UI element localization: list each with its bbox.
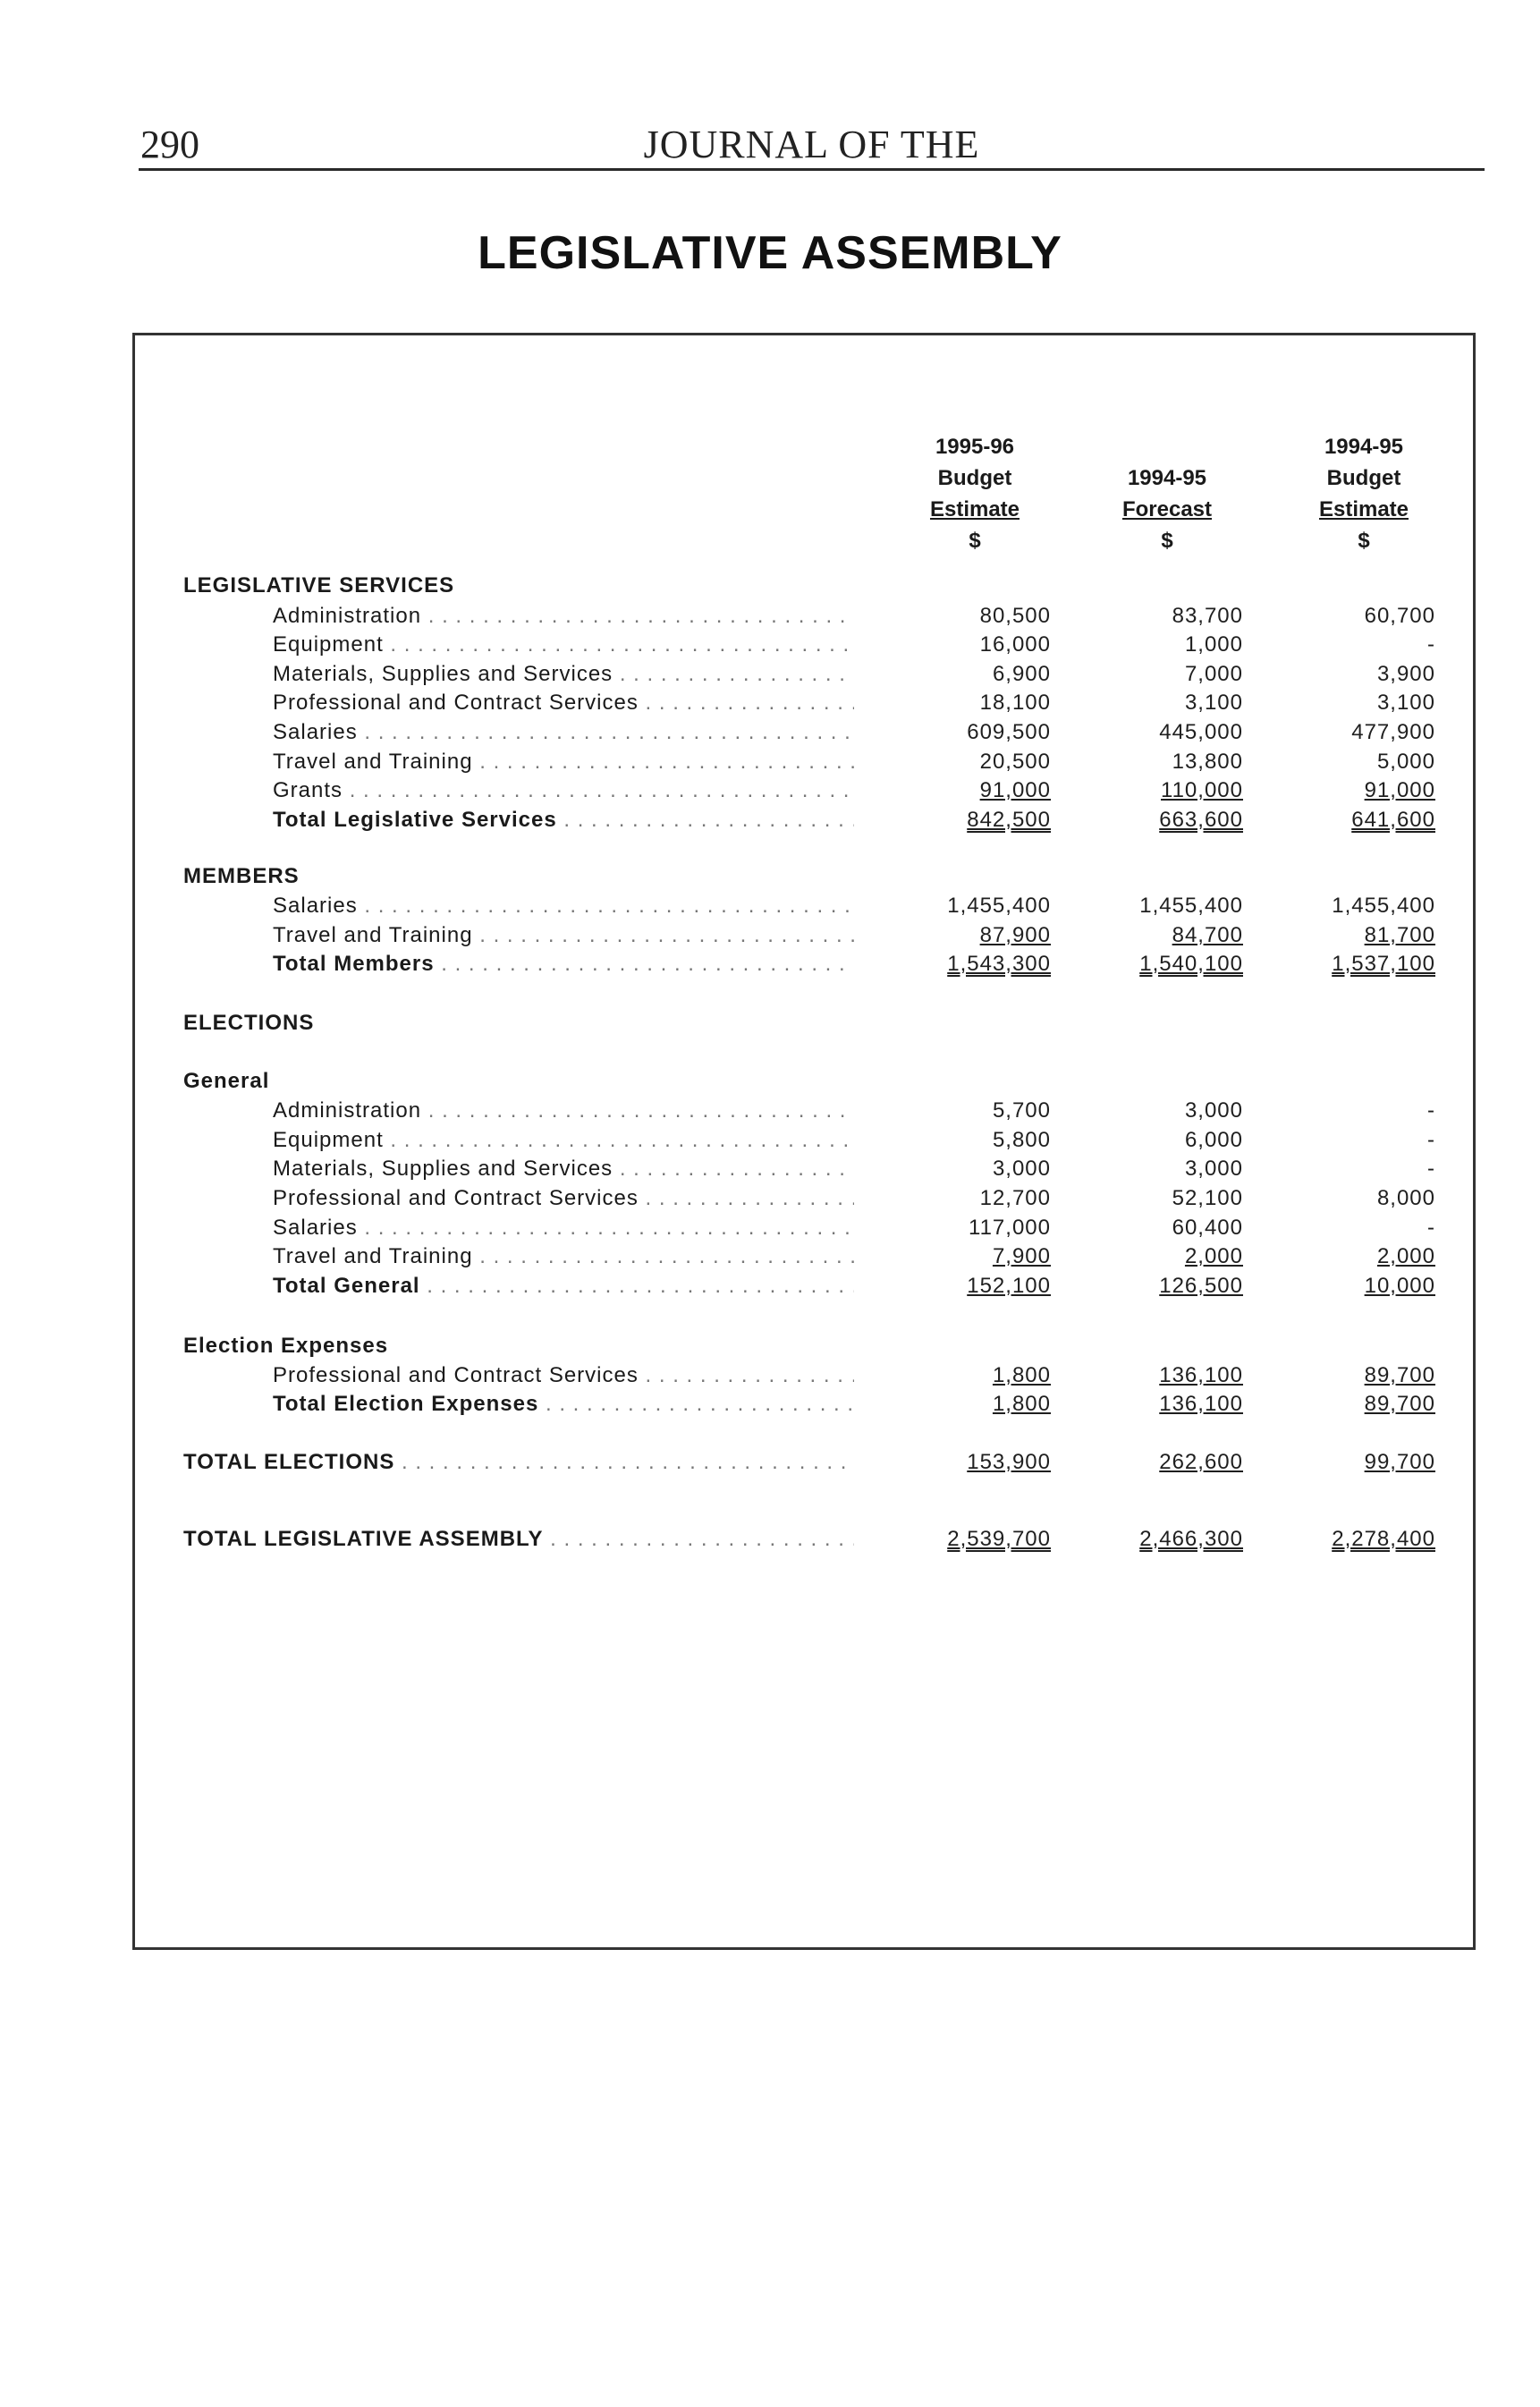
cell-value: 110,000 bbox=[1161, 778, 1243, 802]
cell-value: 1,800 bbox=[992, 1392, 1051, 1416]
cell-value: 152,100 bbox=[967, 1274, 1051, 1298]
row-label: Materials, Supplies and Services . . . bbox=[273, 661, 854, 688]
cell-value: 126,500 bbox=[1159, 1274, 1243, 1298]
table-row bbox=[0, 777, 1540, 804]
cell-value: 13,800 bbox=[1172, 750, 1243, 774]
cell-value: 445,000 bbox=[1159, 720, 1243, 744]
column-header-2 bbox=[1091, 431, 1243, 556]
row-label: Professional and Contract Services . . . bbox=[273, 1362, 854, 1389]
cell-value: 5,800 bbox=[992, 1128, 1051, 1152]
column-header-line: 1995-96 bbox=[935, 435, 1015, 459]
cell-value: 842,500 bbox=[967, 808, 1051, 832]
table-row bbox=[0, 951, 1540, 978]
cell-value: - bbox=[1427, 1157, 1435, 1181]
column-header-line: Estimate bbox=[929, 497, 1020, 521]
cell-value: 6,000 bbox=[1184, 1128, 1243, 1152]
column-header-line: $ bbox=[1161, 529, 1173, 553]
cell-value: 1,000 bbox=[1184, 632, 1243, 657]
table-row bbox=[0, 1127, 1540, 1154]
cell-value: 3,100 bbox=[1184, 691, 1243, 715]
cell-value: 1,455,400 bbox=[1139, 894, 1243, 918]
journal-title: JOURNAL OF THE bbox=[643, 123, 980, 166]
column-header-line: $ bbox=[1358, 529, 1370, 553]
row-label: Equipment . . . bbox=[273, 631, 854, 658]
table-row bbox=[0, 1010, 1540, 1037]
table-row bbox=[0, 749, 1540, 775]
row-label: Administration . . . bbox=[273, 1098, 854, 1124]
cell-value: - bbox=[1427, 1216, 1435, 1240]
cell-value: 6,900 bbox=[992, 662, 1051, 686]
cell-value: 91,000 bbox=[1364, 778, 1435, 802]
row-label: Salaries . . . bbox=[273, 719, 854, 746]
cell-value: 12,700 bbox=[979, 1186, 1051, 1210]
cell-value: 3,000 bbox=[992, 1157, 1051, 1181]
cell-value: 10,000 bbox=[1364, 1274, 1435, 1298]
cell-value: 2,466,300 bbox=[1139, 1527, 1243, 1551]
row-label: Travel and Training . . . bbox=[273, 922, 854, 949]
table-row bbox=[0, 807, 1540, 834]
cell-value: 7,000 bbox=[1184, 662, 1243, 686]
table-row bbox=[0, 1156, 1540, 1182]
cell-value: 99,700 bbox=[1364, 1450, 1435, 1474]
cell-value: 18,100 bbox=[979, 691, 1051, 715]
page-number: 290 bbox=[140, 123, 199, 166]
row-label: Total Members . . . bbox=[273, 951, 854, 978]
row-label: Total Legislative Services . . . bbox=[273, 807, 854, 834]
table-row bbox=[0, 1185, 1540, 1212]
table-row bbox=[0, 1449, 1540, 1476]
column-header-line: 1994-95 bbox=[1127, 466, 1207, 490]
row-label: Grants . . . bbox=[273, 777, 854, 804]
cell-value: 83,700 bbox=[1172, 604, 1243, 628]
row-label: General bbox=[183, 1069, 270, 1093]
cell-value: 1,537,100 bbox=[1332, 952, 1435, 976]
table-row bbox=[0, 1391, 1540, 1418]
row-label: Materials, Supplies and Services . . . bbox=[273, 1156, 854, 1182]
cell-value: - bbox=[1427, 632, 1435, 657]
table-row bbox=[0, 1362, 1540, 1389]
table-row bbox=[0, 631, 1540, 658]
cell-value: 117,000 bbox=[969, 1216, 1051, 1240]
row-label: Total Election Expenses . . . bbox=[273, 1391, 854, 1418]
cell-value: 663,600 bbox=[1159, 808, 1243, 832]
column-header-3 bbox=[1288, 431, 1440, 556]
table-row bbox=[0, 1098, 1540, 1124]
cell-value: 5,000 bbox=[1376, 750, 1435, 774]
cell-value: 641,600 bbox=[1351, 808, 1435, 832]
cell-value: 60,400 bbox=[1172, 1216, 1243, 1240]
running-head bbox=[139, 114, 1485, 171]
table-row bbox=[0, 863, 1540, 890]
cell-value: 2,000 bbox=[1184, 1244, 1243, 1268]
cell-value: - bbox=[1427, 1098, 1435, 1123]
cell-value: 52,100 bbox=[1172, 1186, 1243, 1210]
row-label: Election Expenses bbox=[183, 1334, 389, 1358]
cell-value: 81,700 bbox=[1364, 923, 1435, 947]
table-row bbox=[0, 1215, 1540, 1242]
column-header-line: Forecast bbox=[1121, 497, 1213, 521]
cell-value: 1,540,100 bbox=[1139, 952, 1243, 976]
cell-value: 477,900 bbox=[1351, 720, 1435, 744]
cell-value: 89,700 bbox=[1364, 1363, 1435, 1387]
column-header-1 bbox=[899, 431, 1051, 556]
cell-value: 80,500 bbox=[979, 604, 1051, 628]
row-label: Travel and Training . . . bbox=[273, 749, 854, 775]
column-header-line bbox=[1091, 431, 1243, 462]
table-row bbox=[0, 1068, 1540, 1095]
cell-value: - bbox=[1427, 1128, 1435, 1152]
cell-value: 87,900 bbox=[979, 923, 1051, 947]
cell-value: 1,800 bbox=[992, 1363, 1051, 1387]
row-label: Total General . . . bbox=[273, 1273, 854, 1300]
column-header-line: Budget bbox=[1326, 466, 1401, 490]
cell-value: 91,000 bbox=[979, 778, 1051, 802]
cell-value: 5,700 bbox=[992, 1098, 1051, 1123]
row-label: Equipment . . . bbox=[273, 1127, 854, 1154]
cell-value: 2,539,700 bbox=[947, 1527, 1051, 1551]
cell-value: 8,000 bbox=[1376, 1186, 1435, 1210]
row-label: Travel and Training . . . bbox=[273, 1243, 854, 1270]
row-label: LEGISLATIVE SERVICES bbox=[183, 573, 455, 598]
table-row bbox=[0, 1526, 1540, 1553]
cell-value: 3,000 bbox=[1184, 1157, 1243, 1181]
column-header-line: Estimate bbox=[1318, 497, 1409, 521]
row-label: MEMBERS bbox=[183, 864, 300, 888]
cell-value: 60,700 bbox=[1364, 604, 1435, 628]
row-label: Salaries . . . bbox=[273, 893, 854, 920]
table-row bbox=[0, 893, 1540, 920]
row-label: Administration . . . bbox=[273, 603, 854, 630]
cell-value: 609,500 bbox=[967, 720, 1051, 744]
cell-value: 7,900 bbox=[992, 1244, 1051, 1268]
table-row bbox=[0, 572, 1540, 599]
cell-value: 2,278,400 bbox=[1332, 1527, 1435, 1551]
table-row bbox=[0, 1333, 1540, 1360]
cell-value: 3,100 bbox=[1376, 691, 1435, 715]
table-row bbox=[0, 1273, 1540, 1300]
cell-value: 136,100 bbox=[1159, 1392, 1243, 1416]
page-title: LEGISLATIVE ASSEMBLY bbox=[478, 227, 1062, 279]
cell-value: 1,455,400 bbox=[947, 894, 1051, 918]
column-header-line: 1994-95 bbox=[1324, 435, 1404, 459]
table-row bbox=[0, 1243, 1540, 1270]
cell-value: 89,700 bbox=[1364, 1392, 1435, 1416]
row-label: Salaries . . . bbox=[273, 1215, 854, 1242]
cell-value: 84,700 bbox=[1172, 923, 1243, 947]
cell-value: 20,500 bbox=[979, 750, 1051, 774]
cell-value: 262,600 bbox=[1159, 1450, 1243, 1474]
cell-value: 3,000 bbox=[1184, 1098, 1243, 1123]
cell-value: 2,000 bbox=[1376, 1244, 1435, 1268]
row-label: Professional and Contract Services . . . bbox=[273, 1185, 854, 1212]
column-header-line: Budget bbox=[937, 466, 1012, 490]
table-row bbox=[0, 661, 1540, 688]
column-header-line: $ bbox=[969, 529, 981, 553]
table-row bbox=[0, 922, 1540, 949]
cell-value: 153,900 bbox=[967, 1450, 1051, 1474]
table-row bbox=[0, 690, 1540, 716]
cell-value: 16,000 bbox=[979, 632, 1051, 657]
cell-value: 3,900 bbox=[1376, 662, 1435, 686]
cell-value: 1,543,300 bbox=[947, 952, 1051, 976]
row-label: ELECTIONS bbox=[183, 1011, 315, 1035]
row-label: TOTAL LEGISLATIVE ASSEMBLY . . . bbox=[183, 1526, 854, 1553]
row-label: TOTAL ELECTIONS . . . bbox=[183, 1449, 854, 1476]
table-row bbox=[0, 603, 1540, 630]
table-row bbox=[0, 719, 1540, 746]
row-label: Professional and Contract Services . . . bbox=[273, 690, 854, 716]
cell-value: 136,100 bbox=[1159, 1363, 1243, 1387]
cell-value: 1,455,400 bbox=[1332, 894, 1435, 918]
